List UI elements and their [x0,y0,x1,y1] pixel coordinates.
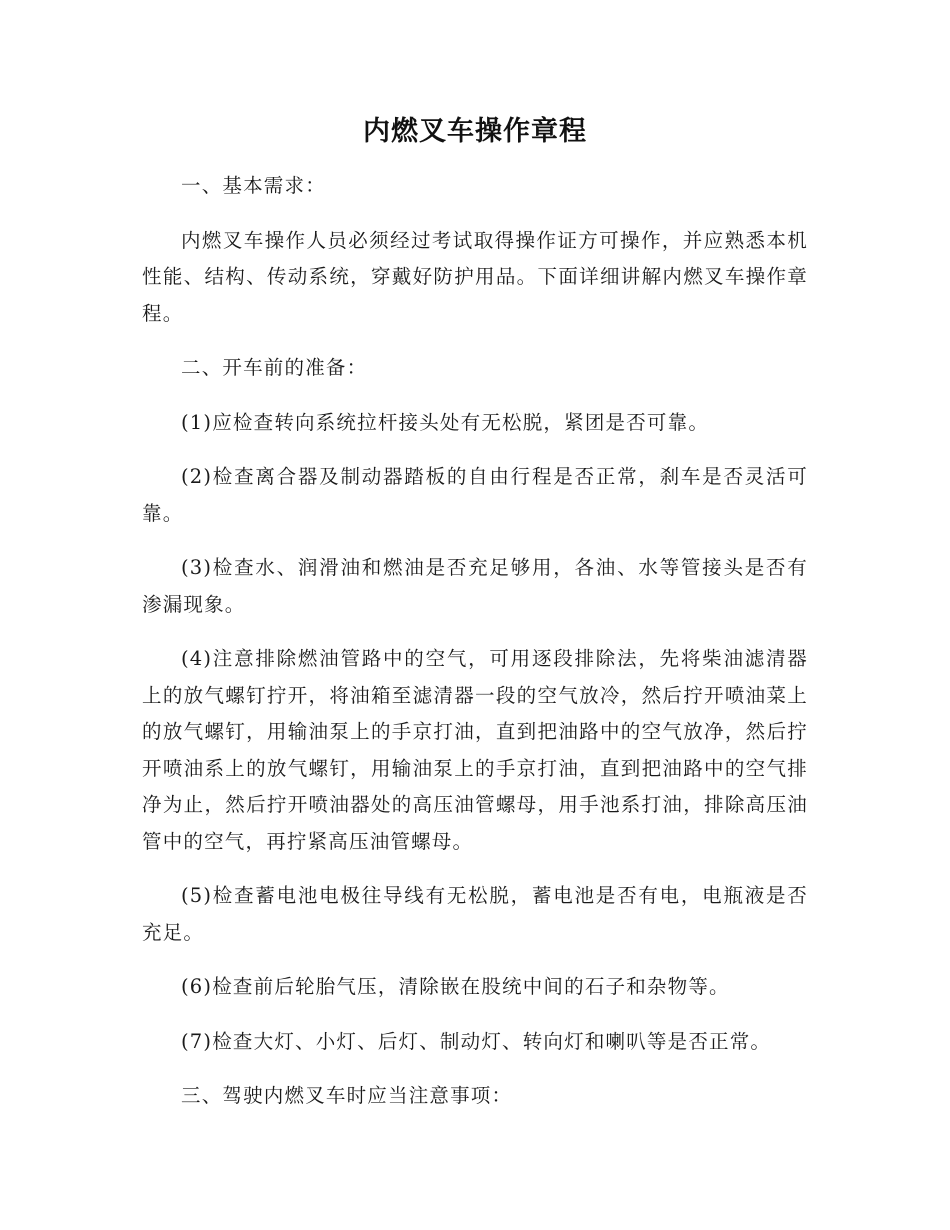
list-item-1: (1)应检查转向系统拉杆接头处有无松脱，紧团是否可靠。 [181,410,710,434]
section-heading-driving-precautions: 三、驾驶内燃叉车时应当注意事项： [181,1084,513,1107]
document-title: 内燃叉车操作章程 [363,116,587,147]
section-heading-basic-requirements: 一、基本需求： [181,174,326,197]
document-body [142,168,808,1133]
list-item-5: (5)检查蓄电池电极往导线有无松脱，蓄电池是否有电，电瓶液是否充足。 [142,884,808,944]
paragraph-operator-requirements: 内燃叉车操作人员必须经过考试取得操作证方可操作，并应熟悉本机性能、结构、传动系统，穿戴好防护用品。下面详细讲解内燃叉车操作章程。 [142,228,808,325]
list-item-3: (3)检查水、润滑油和燃油是否充足够用，各油、水等管接头是否有渗漏现象。 [142,556,808,616]
list-item-4: (4)注意排除燃油管路中的空气，可用逐段排除法，先将柴油滤清器上的放气螺钉拧开，将油箱至滤清器一段的空气放冷，然后拧开喷油菜上的放气螺钉，用输油泵上的手京打油，直到把油路中的空气放净，然后拧开喷油系上的放气螺钉，用输油泵上的手京打油，直到把油路中的空气排净为止，然后拧开喷油器处的高压油管螺母，用手池系打油，排除高压油管中的空气，再拧紧高压油管螺母。 [142,647,808,853]
list-item-7: (7)检查大灯、小灯、后灯、制动灯、转向灯和喇叭等是否正常。 [181,1029,772,1053]
list-item-2: (2)检查离合器及制动器踏板的自由行程是否正常，刹车是否灵活可靠。 [142,465,808,525]
section-heading-pre-start-preparation: 二、开车前的准备： [181,356,368,379]
list-item-6: (6)检查前后轮胎气压，清除嵌在股统中间的石子和杂物等。 [181,975,730,998]
